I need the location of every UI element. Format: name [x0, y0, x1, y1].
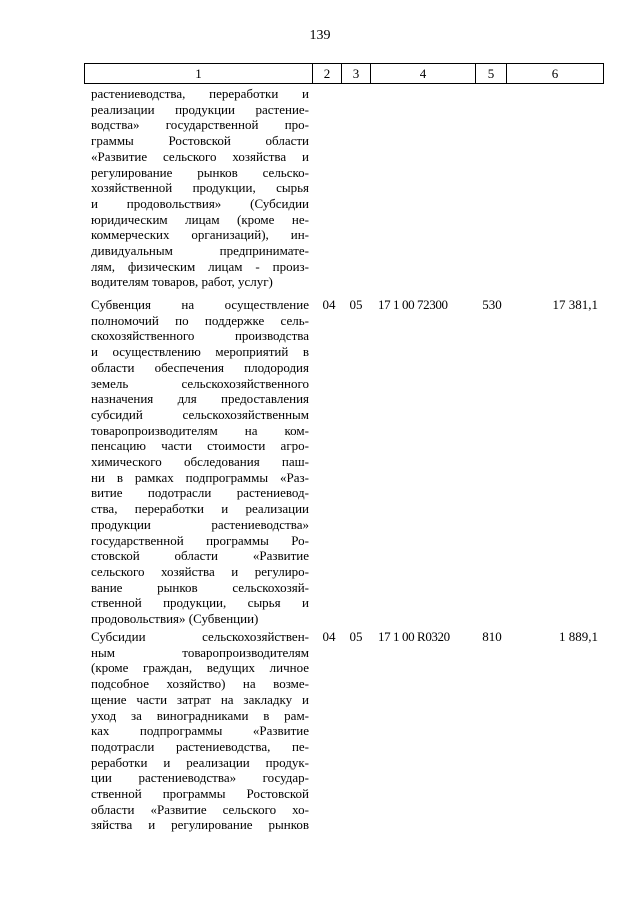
header-col-1: 1: [84, 63, 313, 84]
target-article-code: 17 1 00 72300: [378, 297, 448, 312]
text-line: щение части затрат на закладку и: [91, 691, 309, 707]
text-line: граммы Ростовской области: [91, 133, 309, 149]
text-line: продукции растениеводства»: [91, 516, 309, 532]
text-line: (кроме граждан, ведущих личное: [91, 660, 309, 676]
text-line: реализации продукции растение-: [91, 101, 309, 117]
text-line: ни в рамках подпрограммы «Раз-: [91, 469, 309, 485]
text-line: подотрасли растениеводства, пе-: [91, 738, 309, 754]
text-line: сельского хозяйства и регулиро-: [91, 563, 309, 579]
text-line: полномочий по поддержке сель-: [91, 312, 309, 328]
text-line: ственной продукции, сырья и: [91, 595, 309, 611]
text-line: пенсацию части стоимости агро-: [91, 438, 309, 454]
text-line: хозяйственной продукции, сырья: [91, 180, 309, 196]
text-line: реработки и реализации продук-: [91, 754, 309, 770]
text-line: субсидий сельскохозяйственным: [91, 406, 309, 422]
target-article-code: 17 1 00 R0320: [378, 629, 450, 644]
text-line: ции растениеводства» государ-: [91, 770, 309, 786]
text-line: стовской области «Развитие: [91, 548, 309, 564]
text-line: регулирование рынков сельско-: [91, 164, 309, 180]
row-description: [91, 629, 309, 833]
text-line: вание рынков сельскохозяй-: [91, 579, 309, 595]
text-line: юридическим лицам (кроме не-: [91, 211, 309, 227]
text-line: Субвенция на осуществление: [91, 297, 309, 312]
header-col-5: 5: [475, 63, 507, 84]
text-line: и продовольствия» (Субсидии: [91, 195, 309, 211]
text-line: лям, физическим лицам - произ-: [91, 258, 309, 274]
expense-type-code: 810: [482, 629, 502, 644]
text-line: государственной программы Ро-: [91, 532, 309, 548]
text-line: ным товаропроизводителям: [91, 644, 309, 660]
header-col-4: 4: [370, 63, 476, 84]
text-line: назначения для предоставления: [91, 391, 309, 407]
header-col-2: 2: [312, 63, 342, 84]
text-line: ства, переработки и реализации: [91, 501, 309, 517]
text-line: ках подпрограммы «Развитие: [91, 723, 309, 739]
text-line: области обеспечения плодородия: [91, 359, 309, 375]
text-line: зяйства и регулирование рынков: [91, 817, 309, 833]
text-line: Субсидии сельскохозяйствен-: [91, 629, 309, 644]
text-line: продовольствия» (Субвенции): [91, 611, 259, 627]
text-line: и осуществлению мероприятий в: [91, 344, 309, 360]
text-line: водителям товаров, работ, услуг): [91, 274, 273, 290]
text-line: подсобное хозяйство) на возме-: [91, 676, 309, 692]
text-line: товаропроизводителям на ком-: [91, 422, 309, 438]
subsection-code: 05: [349, 297, 363, 312]
text-line: растениеводства, переработки и: [91, 86, 309, 101]
text-line: уход за виноградниками в рам-: [91, 707, 309, 723]
text-line: ственной программы Ростовской: [91, 786, 309, 802]
text-line: «Развитие сельского хозяйства и: [91, 148, 309, 164]
text-line: скохозяйственного производства: [91, 328, 309, 344]
text-line: водства» государственной про-: [91, 117, 309, 133]
header-col-6: 6: [506, 63, 604, 84]
row-description: [91, 297, 309, 627]
text-line: дивидуальным предпринимате-: [91, 243, 309, 259]
section-code: 04: [322, 297, 336, 312]
amount-value: 1 889,1: [559, 629, 598, 644]
text-line: химического обследования паш-: [91, 454, 309, 470]
text-line: коммерческих организаций), ин-: [91, 227, 309, 243]
expense-type-code: 530: [482, 297, 502, 312]
continuation-description: [91, 86, 309, 290]
text-line: области «Развитие сельского хо-: [91, 801, 309, 817]
amount-value: 17 381,1: [552, 297, 598, 312]
page-number: 139: [309, 28, 331, 43]
header-col-3: 3: [341, 63, 371, 84]
text-line: витие подотрасли растениевод-: [91, 485, 309, 501]
section-code: 04: [322, 629, 336, 644]
text-line: земель сельскохозяйственного: [91, 375, 309, 391]
subsection-code: 05: [349, 629, 363, 644]
